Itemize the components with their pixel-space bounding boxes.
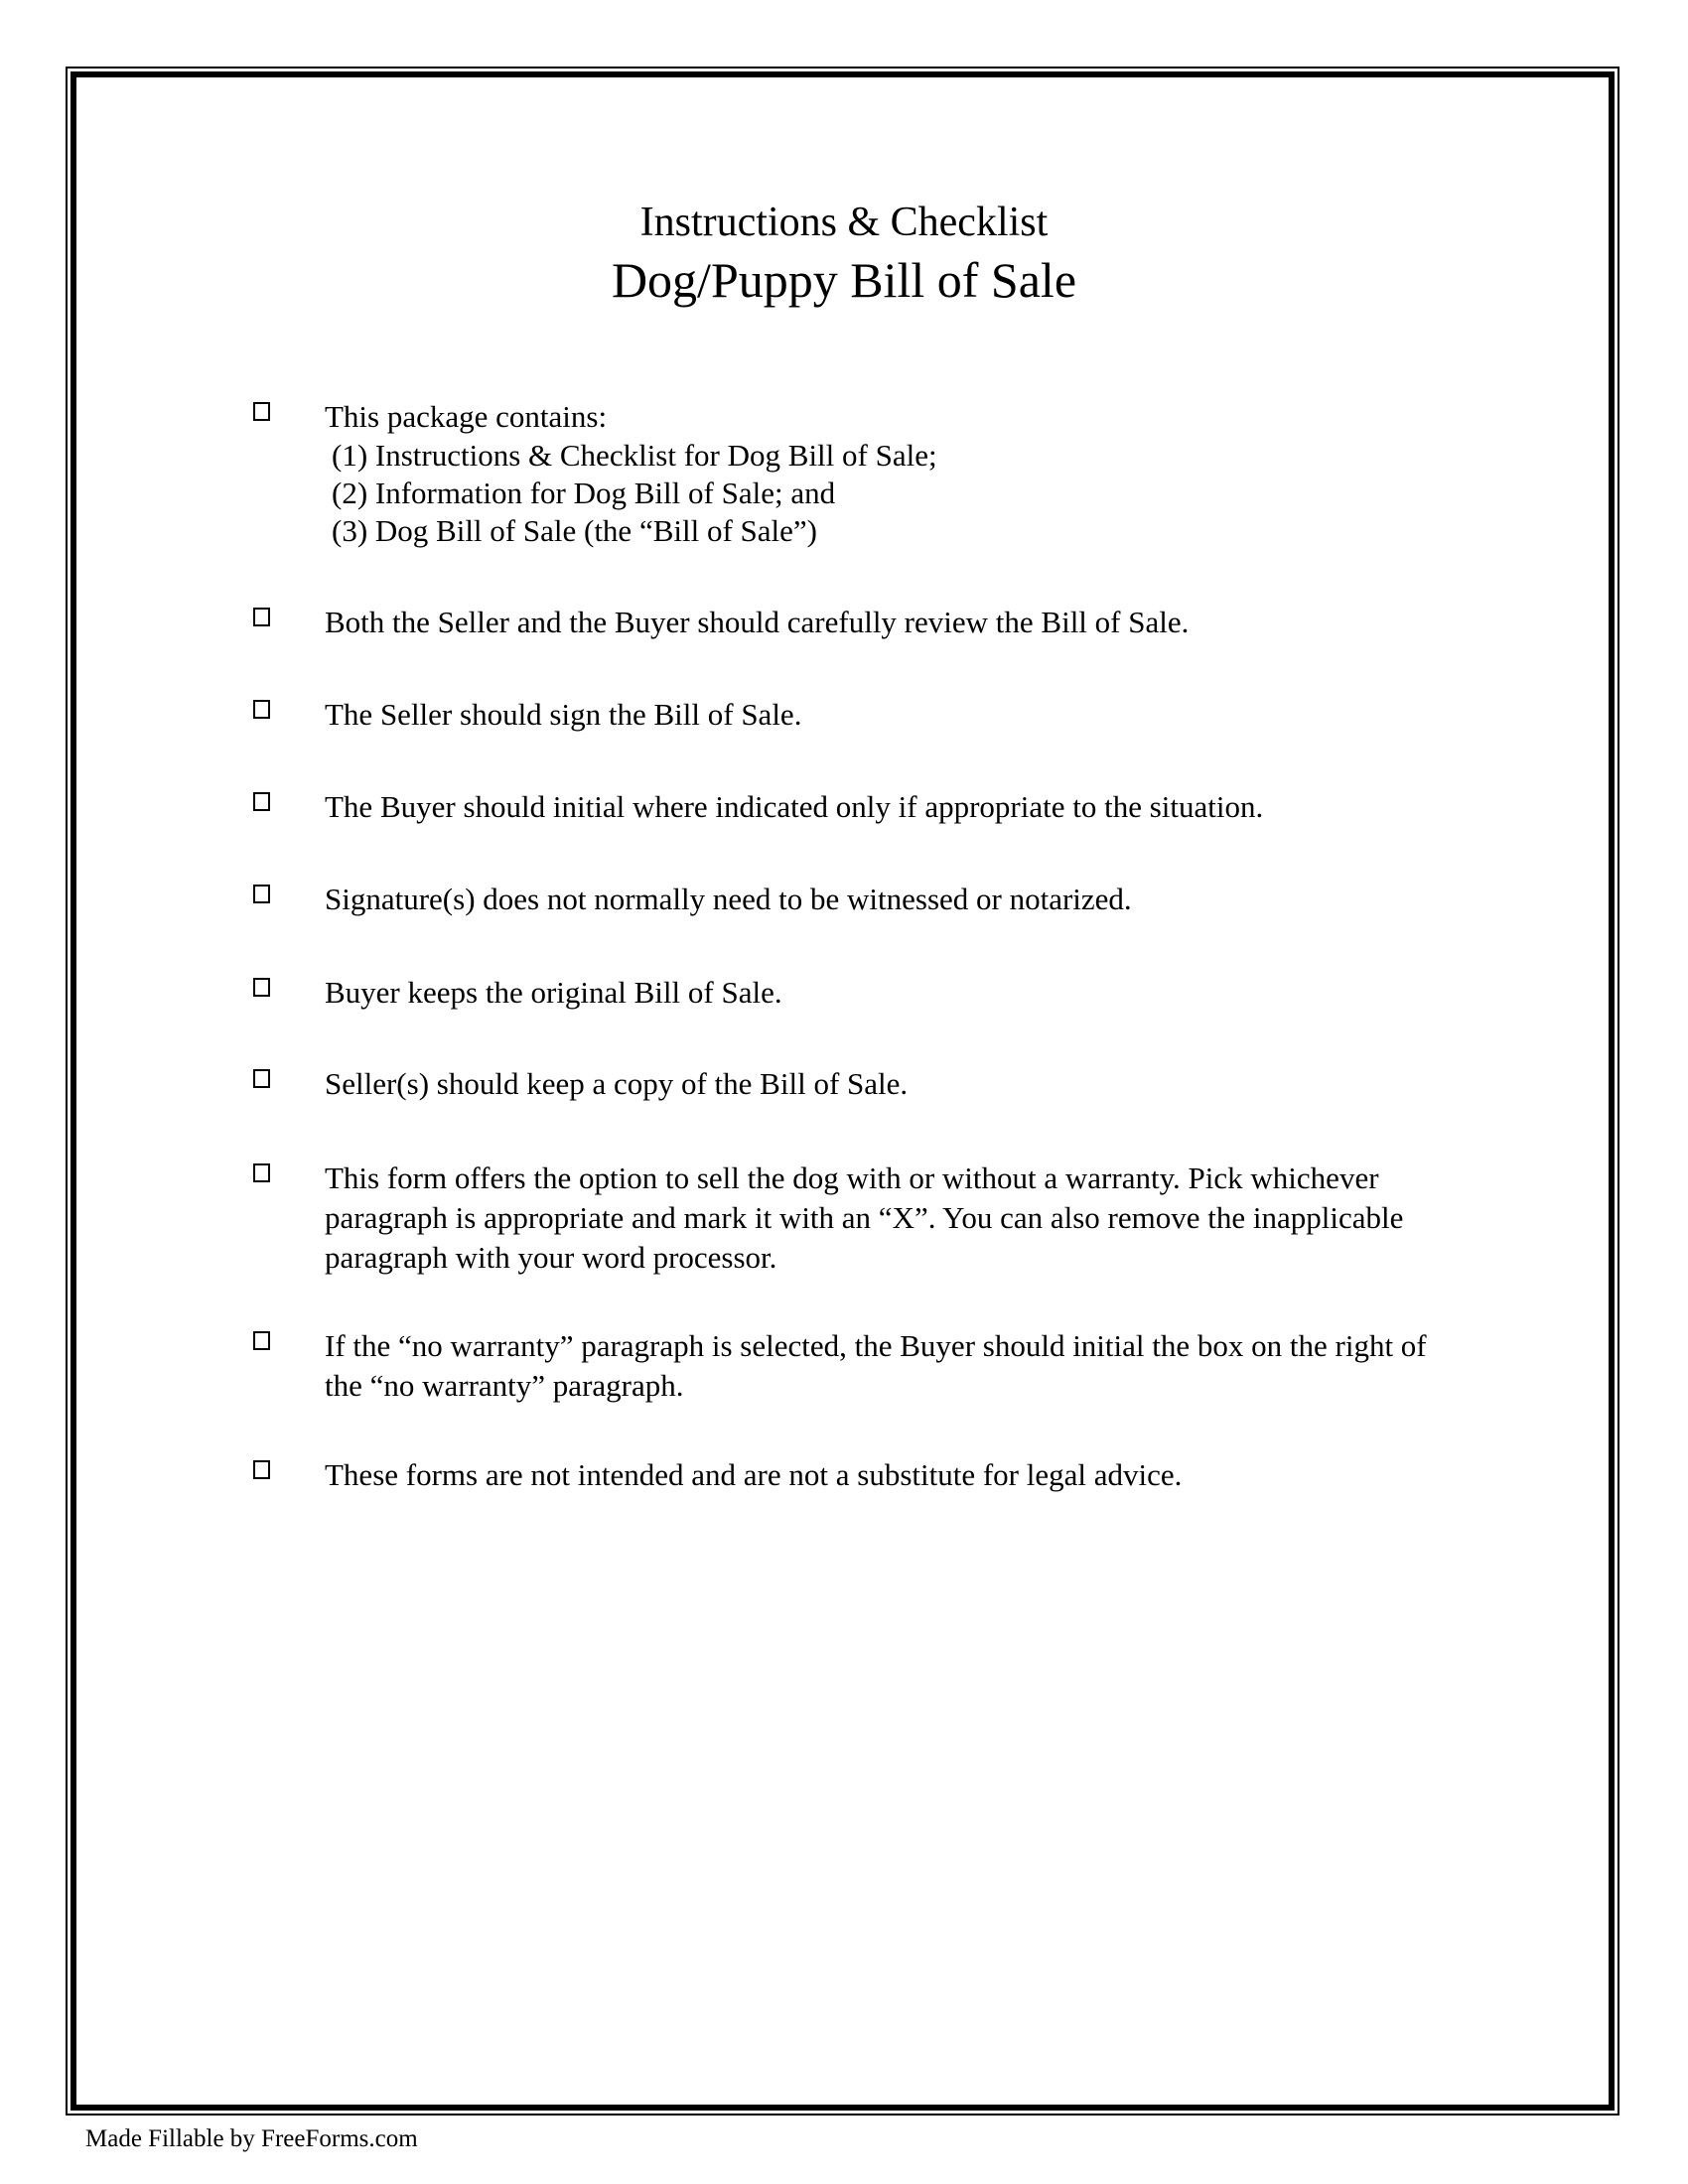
checklist-item-text: The Seller should sign the Bill of Sale. bbox=[325, 697, 802, 732]
checklist-item-text: The Buyer should initial where indicated only if appropriate to the situation. bbox=[325, 789, 1264, 824]
checklist-item-text: Signature(s) does not normally need to be witnessed or notarized. bbox=[325, 882, 1132, 916]
checklist-checkbox[interactable] bbox=[253, 792, 270, 811]
checklist-item-text: Both the Seller and the Buyer should carefully review the Bill of Sale. bbox=[325, 605, 1190, 639]
checklist-checkbox[interactable] bbox=[253, 608, 270, 626]
checklist-item-text: These forms are not intended and are not a substitute for legal advice. bbox=[325, 1457, 1183, 1492]
checklist-checkbox[interactable] bbox=[253, 1331, 270, 1350]
package-contents-list bbox=[325, 437, 1437, 550]
checklist-checkbox[interactable] bbox=[253, 1069, 270, 1088]
checklist-item-text: This package contains: bbox=[325, 399, 608, 434]
checklist-checkbox[interactable] bbox=[253, 1460, 270, 1479]
page-title: Instructions & Checklist bbox=[639, 200, 1049, 245]
checklist-checkbox[interactable] bbox=[253, 402, 270, 421]
package-contents-item: (3) Dog Bill of Sale (the “Bill of Sale”) bbox=[332, 513, 817, 548]
checklist-item-text: If the “no warranty” paragraph is selected, the Buyer should initial the box on the right of the “no warranty” paragraph. bbox=[325, 1328, 1427, 1403]
checklist-item-content bbox=[325, 397, 1437, 550]
checklist-checkbox[interactable] bbox=[253, 978, 270, 997]
package-contents-item: (2) Information for Dog Bill of Sale; and bbox=[332, 476, 836, 510]
checklist-item-text: This form offers the option to sell the dog with or without a warranty. Pick whichever paragraph is appropriate and mark it with an “X”. You can also remove the inapplicable paragraph with your word processor. bbox=[325, 1160, 1404, 1275]
checklist-checkbox[interactable] bbox=[253, 700, 270, 719]
checklist-item-text: Buyer keeps the original Bill of Sale. bbox=[325, 975, 782, 1010]
footer-note: Made Fillable by FreeForms.com bbox=[85, 2125, 418, 2152]
checklist-item-text: Seller(s) should keep a copy of the Bill of Sale. bbox=[325, 1066, 909, 1101]
page-subtitle: Dog/Puppy Bill of Sale bbox=[611, 252, 1077, 308]
checklist-checkbox[interactable] bbox=[253, 1163, 270, 1182]
checklist-checkbox[interactable] bbox=[253, 885, 270, 903]
package-contents-item: (1) Instructions & Checklist for Dog Bill of Sale; bbox=[332, 438, 937, 473]
